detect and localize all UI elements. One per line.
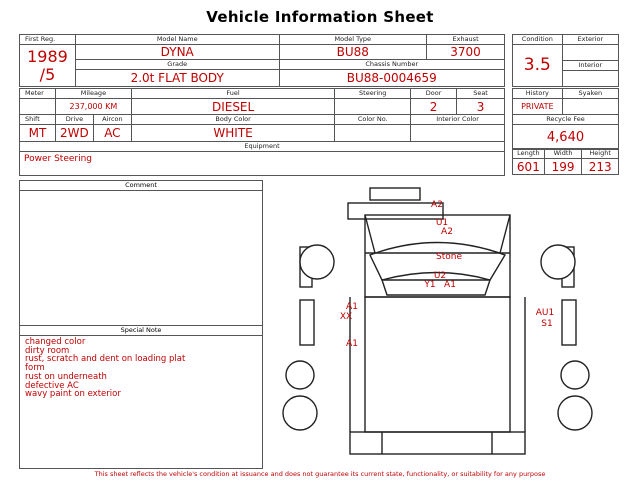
mark-roof-3: A1: [444, 280, 456, 290]
special-note-item: rust, scratch and dent on loading plat: [25, 354, 186, 365]
chassis-number-value: BU88-0004659: [279, 70, 505, 87]
mark-right-1: AU1: [535, 308, 555, 318]
shift-label: Shift: [20, 115, 56, 125]
truck-diagram: [270, 185, 615, 467]
exterior-label: Exterior: [562, 35, 618, 45]
model-type-label: Model Type: [279, 35, 427, 45]
history-table: [512, 88, 619, 150]
first-reg-label: First Reg.: [20, 35, 76, 45]
grade-label: Grade: [75, 60, 279, 70]
fuel-label: Fuel: [131, 89, 334, 99]
length-value: 601: [513, 159, 545, 175]
body-color-label: Body Color: [131, 115, 334, 125]
seat-value: 3: [457, 99, 505, 115]
first-reg-cell: [20, 45, 76, 87]
condition-value: 3.5: [513, 45, 563, 87]
width-label: Width: [544, 149, 582, 159]
length-label: Length: [513, 149, 545, 159]
drive-aircon-label-cell: [55, 115, 131, 125]
meter-label: Meter: [20, 89, 56, 99]
interior-label: Interior: [562, 61, 618, 71]
special-note-item: wavy paint on exterior: [25, 389, 121, 400]
front-bumper-shape: [348, 203, 443, 219]
syaken-label: Syaken: [562, 89, 618, 99]
wheel-front-left-shape: [300, 245, 334, 279]
special-note-item: rust on underneath: [25, 371, 107, 382]
first-reg-month: /5: [39, 64, 56, 84]
dimensions-table: [512, 148, 619, 175]
shift-value: MT: [20, 125, 56, 142]
mark-left-2: XX: [339, 312, 353, 322]
disclaimer-footer: This sheet reflects the vehicle's condition at issuance and does not guarantee its current state, functionality, or suitability for any purpose: [94, 470, 546, 478]
mileage-value: 237,000 KM: [55, 99, 131, 115]
exhaust-label: Exhaust: [427, 35, 505, 45]
comment-box: [19, 180, 263, 326]
special-note-list: [20, 336, 262, 401]
special-note-item: dirty room: [25, 345, 70, 356]
recycle-fee-label: Recycle Fee: [513, 115, 619, 125]
drive-value: 2WD: [56, 125, 94, 141]
special-note-item: form: [25, 363, 45, 374]
height-value: 213: [582, 159, 619, 175]
comment-text: [20, 191, 262, 197]
mileage-label: Mileage: [55, 89, 131, 99]
door-label: Door: [411, 89, 457, 99]
special-note-item: changed color: [25, 337, 86, 347]
mark-left-1: A1: [346, 302, 358, 312]
exhaust-value: 3700: [427, 45, 505, 60]
special-note-box: [19, 325, 263, 469]
mark-roof-2: Y1: [424, 280, 436, 290]
mark-left-3: A1: [346, 339, 358, 349]
model-type-value: BU88: [279, 45, 427, 60]
color-no-label: Color No.: [335, 115, 411, 125]
wheel-front-right-shape: [541, 245, 575, 279]
door-value: 2: [411, 99, 457, 115]
aircon-value: AC: [104, 126, 121, 140]
history-value: PRIVATE: [513, 99, 563, 115]
body-color-value: WHITE: [131, 125, 334, 142]
interior-value: [562, 71, 618, 87]
color-no-value: [335, 125, 411, 142]
seat-label: Seat: [457, 89, 505, 99]
vehicle-header-table: [19, 34, 505, 87]
mark-hood-2: A2: [441, 227, 453, 237]
aircon-label: Aircon: [102, 115, 123, 123]
height-label: Height: [582, 149, 619, 159]
mark-right-2: S1: [541, 319, 553, 329]
condition-label: Condition: [513, 35, 563, 45]
cargo-bed-shape: [365, 297, 510, 432]
first-reg-year: 1989: [27, 46, 68, 66]
exterior-value: [562, 45, 618, 61]
steering-value: [335, 99, 411, 115]
special-note-label: Special Note: [20, 326, 262, 336]
special-note-item: defective AC: [25, 380, 79, 391]
interior-color-value: [411, 125, 505, 142]
mark-roof-1: U2: [433, 271, 447, 281]
width-value: 199: [544, 159, 582, 175]
chassis-number-label: Chassis Number: [279, 60, 505, 70]
drive-aircon-value-cell: [55, 125, 131, 142]
mark-windshield: Stone: [436, 252, 462, 262]
syaken-value: [562, 99, 618, 115]
meter-value: [20, 99, 56, 115]
condition-table: [512, 34, 619, 87]
grade-value: 2.0t FLAT BODY: [75, 70, 279, 87]
interior-color-label: Interior Color: [411, 115, 505, 125]
page-title: Vehicle Information Sheet: [206, 8, 434, 26]
mark-front-top: A2: [431, 200, 443, 210]
history-label: History: [513, 89, 563, 99]
fuel-value: DIESEL: [131, 99, 334, 115]
specs-table: [19, 88, 505, 176]
recycle-fee-value: 4,640: [513, 125, 619, 150]
model-name-label: Model Name: [75, 35, 279, 45]
mark-hood-1: U1: [435, 218, 449, 228]
drive-label: Drive: [56, 115, 94, 124]
comment-label: Comment: [20, 181, 262, 191]
model-name-value: DYNA: [75, 45, 279, 60]
equipment-value: Power Steering: [20, 152, 505, 176]
equipment-label: Equipment: [20, 142, 505, 152]
steering-label: Steering: [335, 89, 411, 99]
